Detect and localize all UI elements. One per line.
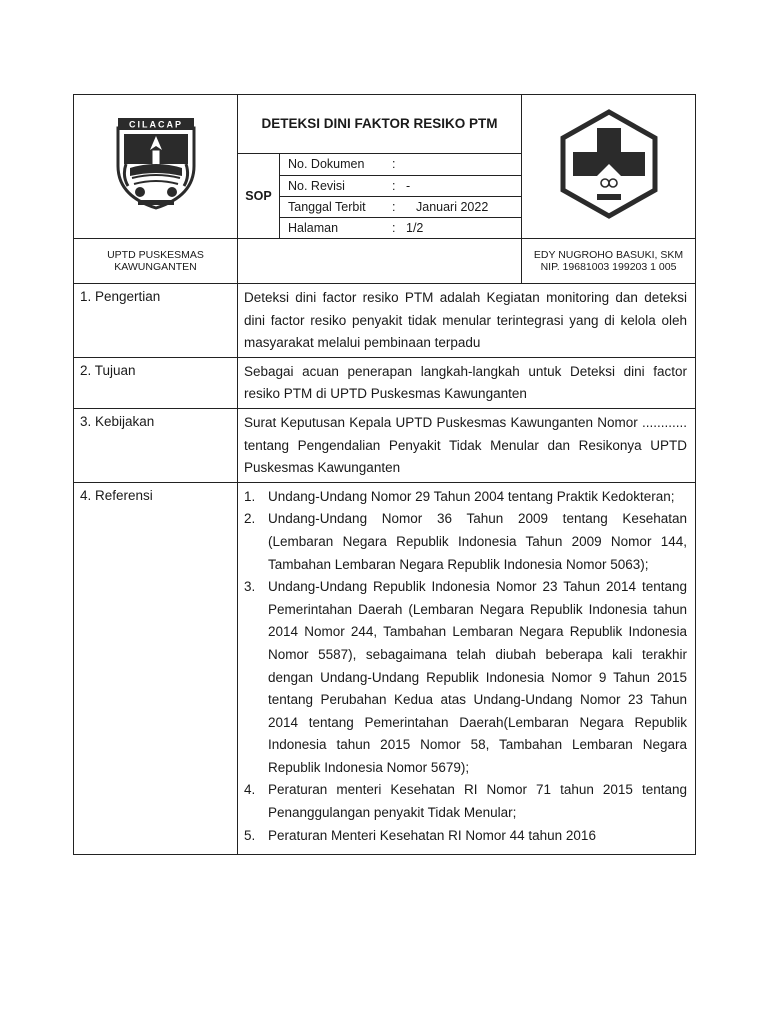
puskesmas-logo-icon <box>557 108 661 220</box>
org-name: UPTD PUSKESMAS KAWUNGANTEN <box>74 239 238 284</box>
list-item-number: 4. <box>244 782 256 798</box>
section-referensi-list <box>238 482 696 854</box>
section-label-pengertian: 1. Pengertian <box>74 284 238 358</box>
meta-value: - <box>406 179 411 193</box>
cilacap-logo-cell <box>74 95 238 239</box>
list-item-number: 5. <box>244 827 256 843</box>
meta-value <box>406 154 521 174</box>
head-nip: NIP. 19681003 199203 1 005 <box>540 261 677 273</box>
puskesmas-logo-cell <box>522 95 696 239</box>
meta-value: 1/2 <box>406 221 424 235</box>
list-item <box>244 576 687 779</box>
list-item-number: 2. <box>244 511 256 527</box>
section-label-tujuan: 2. Tujuan <box>74 357 238 408</box>
sop-table <box>73 94 696 855</box>
meta-separator: : <box>392 179 396 193</box>
head-of-puskesmas <box>522 239 696 284</box>
meta-separator: : <box>392 200 396 214</box>
meta-value: Januari 2022 <box>416 200 489 214</box>
section-label-kebijakan: 3. Kebijakan <box>74 408 238 482</box>
list-item-text: Undang-Undang Nomor 29 Tahun 2004 tentang Praktik Kedokteran; <box>268 488 675 504</box>
meta-key: No. Dokumen <box>288 157 365 171</box>
list-item <box>244 825 687 852</box>
section-text-pengertian: Deteksi dini factor resiko PTM adalah Kegiatan monitoring dan deteksi dini factor resiko penyakit tidak menular terintegrasi yang di kelola oleh masyarakat melalui pembinaan terpadu <box>238 284 696 358</box>
list-item-text: Peraturan Menteri Kesehatan RI Nomor 44 tahun 2016 <box>268 827 596 843</box>
document-title: DETEKSI DINI FAKTOR RESIKO PTM <box>238 95 522 154</box>
sop-document <box>73 94 695 855</box>
list-item-text: Undang-Undang Nomor 36 Tahun 2009 tentang Kesehatan (Lembaran Negara Republik Indonesia Tahun 2009 Nomor 144, Tambahan Lembaran Negara Republik Indonesia Nomor 5063); <box>268 511 687 572</box>
meta-separator: : <box>392 157 396 171</box>
list-item-text: Undang-Undang Republik Indonesia Nomor 23 Tahun 2014 tentang Pemerintahan Daerah (Lembaran Negara Republik Indonesia tahun 2014 Nomor 244, Tambahan Lembaran Negara Republik Indonesia Nomor 5587), sebagaimana telah diubah beberapa kali terakhir dengan Undang-Undang Republik Indonesia Nomor 9 Tahun 2015 tentang Perubahan Kedua atas Undang-Undang Nomor 23 Tahun 2014 tentang Pemerintahan Daerah(Lembaran Negara Republik Indonesia tahun 2015 Nomor 58, Tambahan Lembaran Negara Republik Indonesia Nomor 5679); <box>268 579 687 775</box>
list-item <box>244 486 687 509</box>
meta-row-tanggal-terbit <box>280 197 522 218</box>
meta-separator: : <box>392 221 396 235</box>
list-item-number: 1. <box>244 488 256 504</box>
section-text-tujuan: Sebagai acuan penerapan langkah-langkah untuk Deteksi dini factor resiko PTM di UPTD Puskesmas Kawunganten <box>238 357 696 408</box>
list-item-text: Peraturan menteri Kesehatan RI Nomor 71 tahun 2015 tentang Penanggulangan penyakit Tidak Menular; <box>268 782 687 821</box>
meta-key: Tanggal Terbit <box>288 200 366 214</box>
list-item <box>244 779 687 824</box>
meta-row-halaman <box>280 218 522 239</box>
section-text-kebijakan: Surat Keputusan Kepala UPTD Puskesmas Kawunganten Nomor ............ tentang Pengendalian Penyakit Tidak Menular dan Resikonya UPTD Puskesmas Kawunganten <box>238 408 696 482</box>
sop-label: SOP <box>238 154 280 239</box>
signature-area <box>238 239 522 284</box>
cilacap-emblem-icon <box>110 116 202 212</box>
cilacap-emblem-text: CILACAP <box>128 119 183 130</box>
head-name: EDY NUGROHO BASUKI, SKM <box>533 249 684 261</box>
list-item-number: 3. <box>244 579 256 595</box>
meta-row-no-dokumen <box>280 154 522 176</box>
list-item <box>244 508 687 576</box>
meta-key: Halaman <box>288 221 339 235</box>
section-label-referensi: 4. Referensi <box>74 482 238 854</box>
meta-key: No. Revisi <box>288 179 345 193</box>
meta-row-no-revisi <box>280 176 522 197</box>
